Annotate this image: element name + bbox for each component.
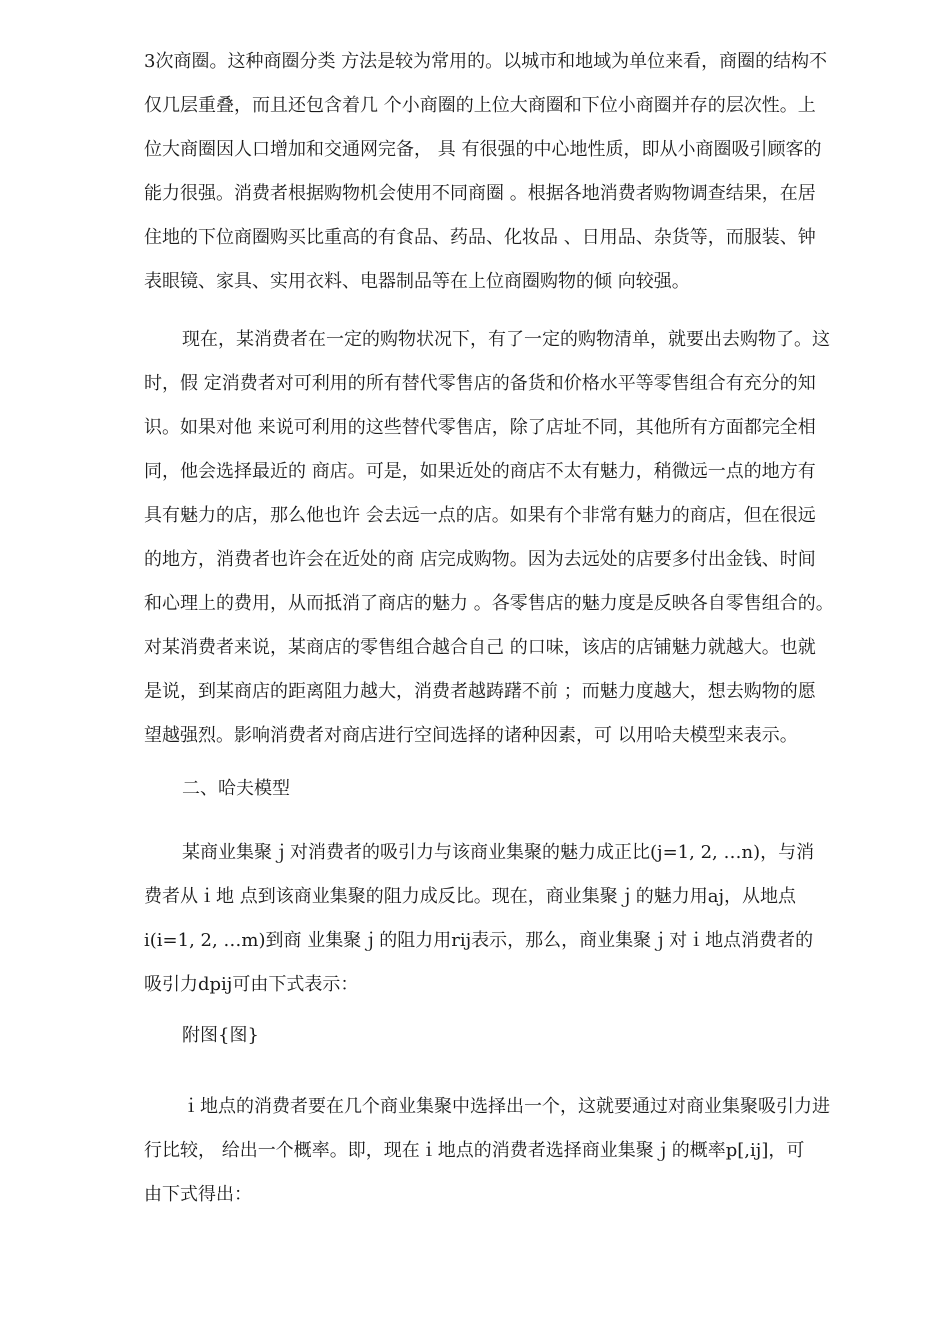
text-line: ｉ地点的消费者要在几个商业集聚中选择出一个，这就要通过对商业集聚吸引力进 bbox=[182, 1096, 830, 1117]
text-line: 和心理上的费用，从而抵消了商店的魅力 。各零售店的魅力度是反映各自零售组合的。 bbox=[144, 593, 834, 614]
paragraph-choice-probability bbox=[144, 1085, 880, 1217]
text-line: 对某消费者来说，某商店的零售组合越合自己 的口味，该店的店铺魅力就越大。也就 bbox=[144, 637, 816, 658]
text-line: 的地方，消费者也许会在近处的商 店完成购物。因为去远处的店要多付出金钱、时间 bbox=[144, 549, 816, 570]
text-line: 具有魅力的店，那么他也许 会去远一点的店。如果有个非常有魅力的商店，但在很远 bbox=[144, 505, 816, 526]
text-line: 时，假 定消费者对可利用的所有替代零售店的备货和价格水平等零售组合有充分的知 bbox=[144, 373, 816, 394]
text-line: 识。如果对他 来说可利用的这些替代零售店，除了店址不同，其他所有方面都完全相 bbox=[144, 417, 816, 438]
text-line: 能力很强。消费者根据购物机会使用不同商圈 。根据各地消费者购物调查结果，在居 bbox=[144, 183, 816, 204]
text-line: i(i=1, 2, …m)到商 业集聚ｊ的阻力用rij表示，那么，商业集聚ｊ对ｉ地点消费者的 bbox=[144, 930, 814, 951]
text-line: 表眼镜、家具、实用衣料、电器制品等在上位商圈购物的倾 向较强。 bbox=[144, 271, 690, 292]
text-line: 仅几层重叠，而且还包含着几 个小商圈的上位大商圈和下位小商圈并存的层次性。上 bbox=[144, 95, 816, 116]
text-line: 同，他会选择最近的 商店。可是，如果近处的商店不太有魅力，稍微远一点的地方有 bbox=[144, 461, 816, 482]
section-heading-huff-model bbox=[144, 767, 880, 811]
text-line: 某商业集聚ｊ对消费者的吸引力与该商业集聚的魅力成正比(j=1, 2, …n)，与消 bbox=[182, 842, 815, 863]
text-line: 望越强烈。影响消费者对商店进行空间选择的诸种因素，可 以用哈夫模型来表示。 bbox=[144, 725, 798, 746]
text-line: 现在，某消费者在一定的购物状况下，有了一定的购物清单，就要出去购物了。这 bbox=[182, 329, 830, 350]
section-heading: 二、哈夫模型 bbox=[182, 778, 290, 799]
text-line: 行比较， 给出一个概率。即，现在ｉ地点的消费者选择商业集聚ｊ的概率p[,ij]，可 bbox=[144, 1140, 805, 1161]
text-line: 由下式得出： bbox=[144, 1184, 252, 1205]
text-line: 住地的下位商圈购买比重高的有食品、药品、化妆品 、日用品、杂货等，而服装、钟 bbox=[144, 227, 816, 248]
text-line: 是说，到某商店的距离阻力越大，消费者越踌躇不前 ；而魅力度越大，想去购物的愿 bbox=[144, 681, 816, 702]
text-line: 吸引力dpij可由下式表示： bbox=[144, 974, 359, 995]
paragraph-attraction-definition bbox=[144, 831, 880, 1007]
text-line: 位大商圈因人口增加和交通网完备， 具 有很强的中心地性质，即从小商圈吸引顾客的 bbox=[144, 139, 822, 160]
paragraph-consumer-store-choice bbox=[144, 318, 880, 758]
figure-placeholder bbox=[144, 1014, 880, 1058]
paragraph-trade-area-hierarchy bbox=[144, 40, 880, 304]
text-line: 3次商圈。这种商圈分类 方法是较为常用的。以城市和地域为单位来看，商圈的结构不 bbox=[144, 51, 828, 72]
text-line: 费者从ｉ地 点到该商业集聚的阻力成反比。现在，商业集聚ｊ的魅力用aj，从地点 bbox=[144, 886, 797, 907]
figure-caption: 附图{图} bbox=[182, 1025, 259, 1046]
